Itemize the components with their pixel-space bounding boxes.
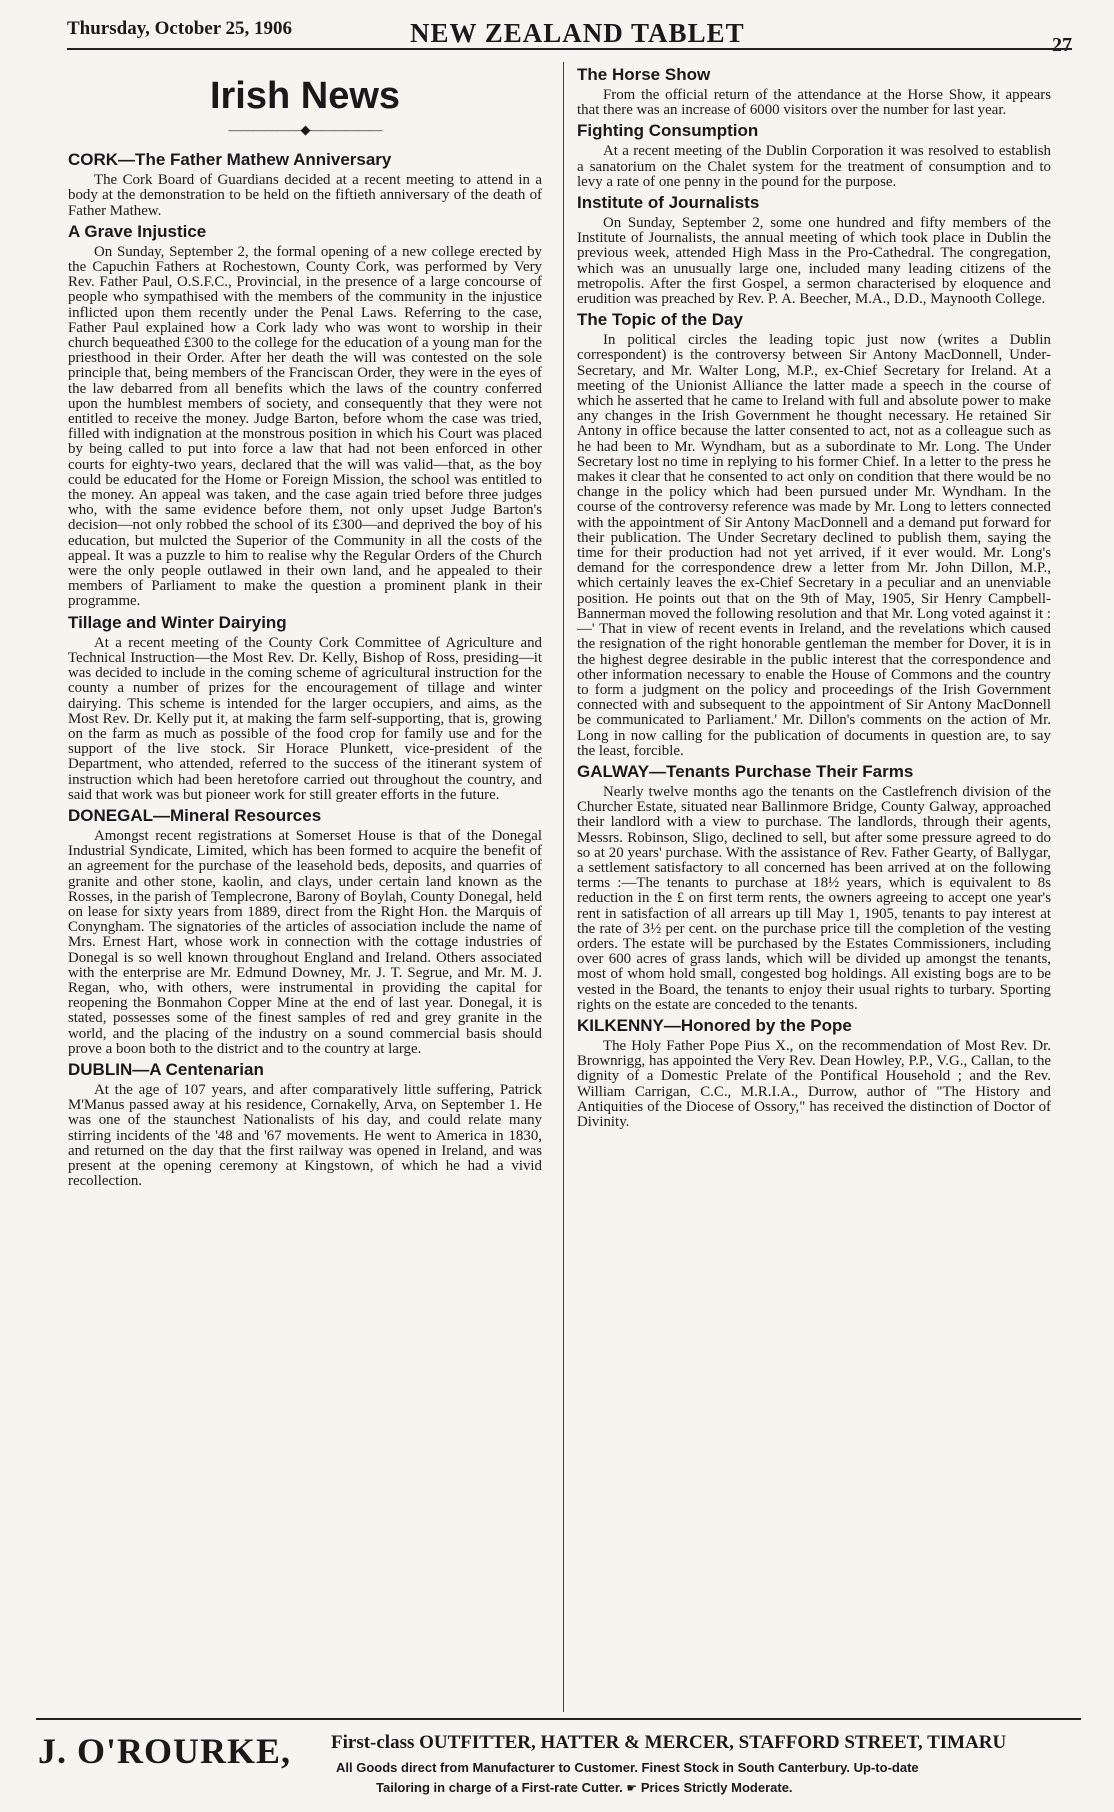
article-heading: Fighting Consumption [577, 121, 759, 141]
left-column [68, 62, 542, 1189]
article-heading: DUBLIN—A Centenarian [68, 1059, 264, 1079]
article-heading: KILKENNY—Honored by the Pope [577, 1015, 852, 1035]
advert-line-3-prices: Prices Strictly Moderate. [640, 1780, 793, 1795]
article-body: At the age of 107 years, and after comparatively little suffering, Patrick M'Manus passed away at his residence, Cornakelly, Arva, on September 1. He was one of the staunchest Nationalists of his day, and could relate many stirring incidents of the '48 and '67 movements. He went to America in 1830, and returned on the day that the first railway was opened in Ireland, and was present at the opening ceremony at Kingstown, of which he had a vivid recollection. [68, 1081, 542, 1190]
article-heading: The Horse Show [577, 65, 711, 84]
masthead-title: NEW ZEALAND TABLET [410, 18, 745, 48]
article-heading: A Grave Injustice [68, 221, 207, 241]
pointing-hand-icon: ☛ [626, 1781, 638, 1795]
article-body: From the official return of the attendance at the Horse Show, it appears that there was an increase of 6000 visitors over the number for last year. [577, 87, 1051, 119]
article-body: Amongst recent registrations at Somerset House is that of the Donegal Industrial Syndicate, Limited, which has been formed to acquire the benefit of an agreement for the purchase of the leasehold beds, deposits, and quarries of granite and other stone, kaolin, and clays, under certain land known as the Rosses, in the parish of Templecrone, Barony of Boylah, County Donegal, held on lease for sixty years from 1889, direct from the Right Hon. the Marquis of Conyngham. The signatories of the articles of association include the name of Mrs. Ernest Hart, whose work in connection with the cottage industries of Donegal is so well known throughout England and Ireland. Others associated with the enterprise are Mr. Edmund Downey, Mr. J. T. Segrue, and Mr. M. J. Regan, who, with others, were instrumental in providing the capital for reopening the Bonmahon Copper Mine at the end of last year. Donegal, it is stated, possesses some of the finest samples of red and grey granite in the world, and the placing of the industry on a sound commercial basis should prove a boon both to the district and to the country at large. [68, 827, 542, 1057]
article-heading: DONEGAL—Mineral Resources [68, 805, 322, 825]
header-rule [67, 48, 1072, 50]
article-body: Nearly twelve months ago the tenants on the Castlefrench division of the Churcher Estate, situated near Ballinmore Bridge, County Galway, approached their landlord with a view to purchase. The landlords, through their agents, Messrs. Robinson, Sligo, declined to sell, but after some pressure agreed to do so at 20 years' purchase. With the assistance of Rev. Father Gearty, of Ballygar, a settlement satisfactory to all concerned has been arrived at on the following terms :—The tenants to purchase at 18½ years, which is equivalent to 8s reduction in the £ on first term rents, the owners agreeing to accept one year's rent in satisfaction of all arrears up till May 1, 1905, tenants to pay interest at the rate of 3½ per cent. on the purchase price till the completion of the vesting orders. The estate will be purchased by the Estates Commissioners, including over 600 acres of grass lands, which will be divided up amongst the tenants, most of whom hold small, congested bog holdings. All existing bogs are to be vested in the Board, the tenants to enjoy their usual rights to turbary. Sporting rights on the estate are conceded to the tenants. [577, 783, 1051, 1013]
right-column [577, 62, 1051, 1130]
column-divider [563, 62, 564, 1712]
article-body: At a recent meeting of the Dublin Corporation it was resolved to establish a sanatorium on the Chalet system for the treatment of consumption and to levy a rate of one penny in the pound for the purpose. [577, 143, 1051, 190]
advert-line-2: All Goods direct from Manufacturer to Customer. Finest Stock in South Canterbury. Up-to-date [336, 1760, 919, 1775]
issue-date: Thursday, October 25, 1906 [67, 18, 293, 39]
page-number: 27 [1052, 34, 1072, 56]
article-body: At a recent meeting of the County Cork Committee of Agriculture and Technical Instruction—the Most Rev. Dr. Kelly, Bishop of Ross, presiding—it was decided to include in the coming scheme of agricultural instruction for the county a number of prizes for the encouragement of tillage and winter dairying. This scheme is intended for the larger occupiers, and aims, as the Most Rev. Dr. Kelly put it, at making the farm self-supporting, that is, growing on the farm as much as possible of the food crop for family use and for the support of the live stock. Sir Horace Plunkett, vice-president of the Department, who attended, referred to the success of the itinerant system of instruction which had been heretofore carried out throughout the country, and said that work was but pioneer work for still greater efforts in the future. [68, 634, 542, 803]
article-heading: GALWAY—Tenants Purchase Their Farms [577, 761, 914, 781]
article-body: On Sunday, September 2, some one hundred and fifty members of the Institute of Journalists, the annual meeting of which took place in Dublin the previous week, attended High Mass in the Pro-Cathedral. The congregation, which was an unusually large one, included many leading citizens of the metropolis. After the first Gospel, a sermon characterised by eloquence and erudition was preached by Rev. P. A. Beecher, M.A., D.D., Maynooth College. [577, 215, 1051, 308]
article-heading: The Topic of the Day [577, 310, 743, 330]
section-title: Irish News [209, 75, 401, 117]
article-body: On Sunday, September 2, the formal opening of a new college erected by the Capuchin Fathers at Rochestown, County Cork, was performed by Very Rev. Father Paul, O.S.F.C., Provincial, in the presence of a large concourse of people who sympathised with the members of the community in the injustice inflicted upon them recently under the Penal Laws. Referring to the case, Father Paul explained how a Cork lady who was wont to worship in their church bequeathed £300 to the college for the education of a young man for the priesthood in their Order. After her death the will was contested on the sole principle that, being members of the Franciscan Order, they were in the eyes of the law debarred from all benefits which the laws of the country conferred upon the humblest members of society, and consequently that they were not entitled to receive the money. Judge Barton, before whom the case was tried, filled with indignation at the monstrous position in which his Court was placed by being called to put into force a law that had not been enforced in other courts for eighty-two years, declared that the will was valid—that, as the boy could be educated for the Home or Foreign Mission, the school was entitled to the money. An appeal was taken, and the case again tried before three judges who, with the same evidence before them, not only upset Judge Barton's decision—not only robbed the school of its £300—and deprived the boy of his education, but mulcted the Superior of the Community in all the costs of the appeal. It was a puzzle to him to realise why the Regular Orders of the Church were the only people outlawed in their own land, and he appealed to their members of Parliament to make the question a prominent plank in their programme. [68, 243, 542, 610]
advertiser-name: J. O'ROURKE, [38, 1731, 292, 1771]
advert-line-1: First-class OUTFITTER, HATTER & MERCER, STAFFORD STREET, TIMARU [331, 1732, 1007, 1753]
rule-diamond-ornament-icon: ――――――◆―――――― [228, 122, 382, 137]
article-heading: Institute of Journalists [577, 193, 760, 213]
advertisement [36, 1724, 1081, 1804]
article-body: The Cork Board of Guardians decided at a recent meeting to attend in a body at the demonstration to be held on the fiftieth anniversary of the death of Father Mathew. [68, 172, 542, 219]
article-heading: Tillage and Winter Dairying [68, 612, 287, 632]
article-heading: CORK—The Father Mathew Anniversary [68, 150, 392, 170]
footer-rule [36, 1718, 1081, 1720]
article-body: In political circles the leading topic just now (writes a Dublin correspondent) is the controversy between Sir Antony MacDonnell, Under-Secretary, and Mr. Walter Long, M.P., ex-Chief Secretary for Ireland. At a meeting of the Unionist Alliance the latter made a speech in the course of which he asserted that he came to Ireland with full and absolute power to make any changes in the Irish Government he thought necessary. He retained Sir Antony in office because the latter consented to act, not as a colleague such as he had been to Mr. Wyndham, but as a subordinate to Mr. Long. The Under Secretary lost no time in replying to his former Chief. In a letter to the press he makes it clear that he consented to act only on condition that there would be no change in the policy which had been pursued under Mr. Wyndham. In the course of the controversy reference was made by Mr. Long to letters connected with the appointment of Sir Antony MacDonnell and a demand put forward for their publication. The Under Secretary declined to publish them, saying the time for their production had not yet arrived, if it ever would. Mr. Long's demand for the correspondence drew a letter from Mr. John Dillon, M.P., which certainly leaves the ex-Chief Secretary in a peculiar and an unenviable position. He points out that on the 9th of May, 1905, Sir Henry Campbell-Bannerman moved the following resolution and that Mr. Long voted against it :—' That in view of recent events in Ireland, and the revelations which caused the resignation of the right honorable gentleman the member for Dover, it is in the highest degree desirable in the public interest that the correspondence and other information necessary to enable the House of Commons and the country to form a judgment on the policy and proceedings of the Irish Government connected with and subsequent to the appointment of Sir Antony MacDonnell be communicated to Parliament.' Mr. Dillon's comments on the action of Mr. Long in now calling for the publication of documents in question are, to say the least, forcible. [577, 332, 1051, 759]
advert-line-3 [376, 1780, 793, 1795]
advert-line-3-tailoring: Tailoring in charge of a First-rate Cutter. [376, 1780, 623, 1795]
article-body: The Holy Father Pope Pius X., on the recommendation of Most Rev. Dr. Brownrigg, has appointed the Very Rev. Dean Howley, P.P., V.G., Callan, to the dignity of a Domestic Prelate of the Pontifical Household ; and the Rev. William Carrigan, C.C., M.R.I.A., Durrow, author of "The History and Antiquities of the Diocese of Ossory," has received the distinction of Doctor of Divinity. [577, 1037, 1051, 1130]
page-header [35, 4, 1080, 56]
